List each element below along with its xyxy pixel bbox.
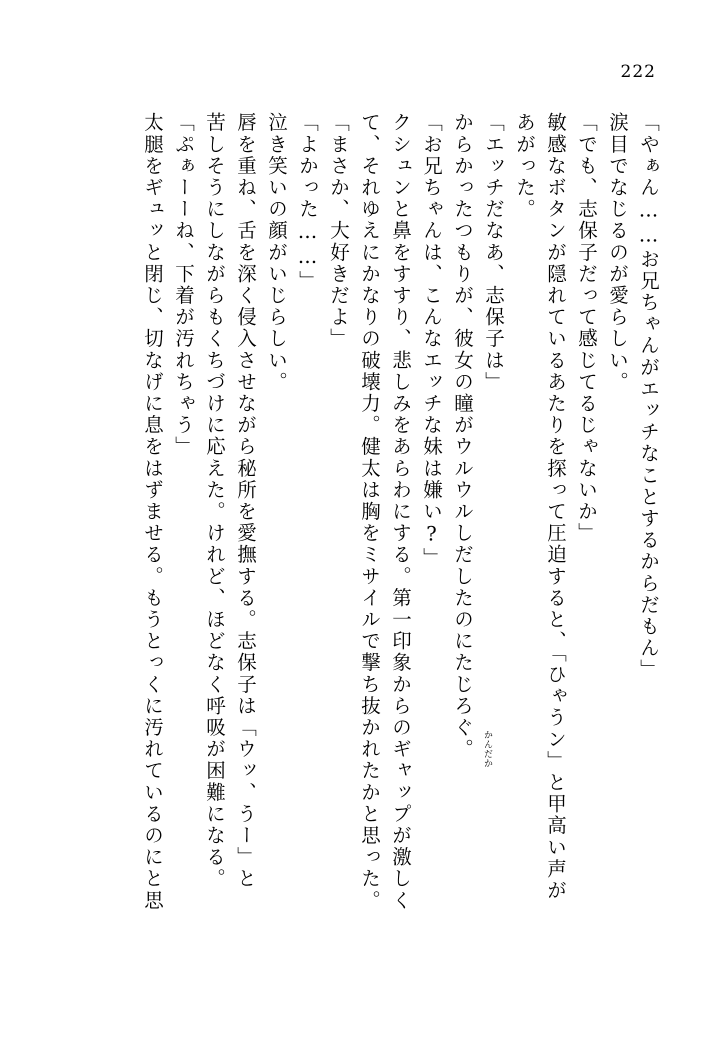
text-line: 「まさか、大好きだよ」 <box>327 112 350 350</box>
text-line: 「ぷぁーーね、下着が汚れちゃう」 <box>172 112 195 458</box>
text-line: 敏感なボタンが隠れているあたりを探って圧迫すると、「ひゃうン」と甲高い声が <box>544 112 567 902</box>
text-line: 涙目でなじるのが愛らしい。 <box>606 112 629 393</box>
ruby-furigana: かんだか <box>482 730 492 768</box>
text-line: 「やぁん……お兄ちゃんがエッチなことするからだもん」 <box>637 112 660 681</box>
text-line: あがった。 <box>513 112 536 220</box>
text-line: 「お兄ちゃんは、こんなエッチな妹は嫌い?」 <box>420 112 443 570</box>
text-line: て、それゆえにかなりの破壊力。健太は胸をミサイルで撃ち抜かれたかと思った。 <box>358 112 381 912</box>
text-line: 「でも、志保子だって感じてるじゃないか」 <box>575 112 598 544</box>
text-line: 太腿をギュッと閉じ、切なげに息をはずませる。もうとっくに汚れているのにと思 <box>141 112 164 912</box>
text-line: 「よかった……」 <box>296 112 319 292</box>
text-line: 泣き笑いの顔がいじらしい。 <box>265 112 288 393</box>
text-line: からかったつもりが、彼女の瞳がウルウルしだしたのにたじろぐ。 <box>451 112 474 760</box>
text-line: 唇を重ね、舌を深く侵入させながら秘所を愛撫する。志保子は「ウッ、うー」と <box>234 112 257 890</box>
vertical-text-block <box>48 112 658 992</box>
text-line: 苦しそうにしながらもくちづけに応えた。けれど、ほどなく呼吸が困難になる。 <box>203 112 226 890</box>
text-line: クシュンと鼻をすすり、悲しみをあらわにする。第一印象からのギャップが激しく <box>389 112 412 912</box>
page-number: 222 <box>620 62 656 82</box>
text-line: 「エッチだなあ、志保子は」 <box>482 112 505 393</box>
